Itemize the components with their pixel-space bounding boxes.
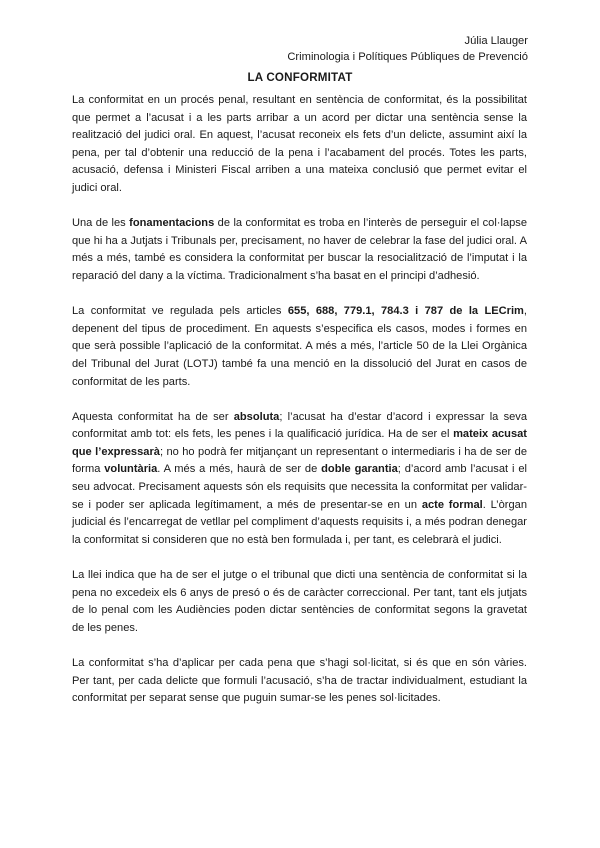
paragraph-jurisdiction <box>72 567 527 637</box>
paragraph-text: de la conformitat es troba en l’interès de perseguir el col·lapse que hi ha a Jutjats i Tribunals per, precisament, no haver de celebrar la fase del judici oral. A més a més, també es considera la conformitat per buscar la resocialització de l’imputat i la reparació del dany a la víctima. Tradicionalment s’ha basat en el principi d’adhesió. <box>72 217 527 282</box>
paragraph-text: ; no ho podrà fer mitjançant un representant o intermediaris i ha de ser de forma <box>72 445 527 476</box>
paragraph-application <box>72 655 527 708</box>
paragraph-definition <box>72 92 527 198</box>
bold-term: 655, 688, 779.1, 784.3 i 787 de la LECrim <box>287 305 524 318</box>
paragraph-foundations <box>72 215 527 285</box>
author-name: Júlia Llauger <box>464 35 528 47</box>
paragraph-text: La conformitat s’ha d’aplicar per cada pena que s’hagi sol·licitat, si és que en són vàries. Per tant, per cada delicte que formuli l’acusació, s’ha de tractar individualment, estudiant la conformitat per separat sense que puguin sumar-se les penes sol·licitades. <box>72 657 527 705</box>
paragraph-regulation <box>72 303 527 391</box>
paragraph-text: . L’òrgan judicial és l’encarregat de vetllar pel compliment d’aquests requisits i, a més podran denegar la conformitat si consideren que no està ben formulada i, per tant, es celebrarà el judici. <box>72 498 527 546</box>
document-title: LA CONFORMITAT <box>247 71 353 84</box>
paragraph-text: ; l’acusat ha d’estar d’acord i expressar la seva conformitat amb tot: els fets, les penes i la qualificació jurídica. Ha de ser el <box>72 410 527 441</box>
paragraph-text: ; d’acord amb l’acusat i el seu advocat. Precisament aquests són els requisits que necessita la conformitat per validar-se i poder ser aplicada legítimament, a més de presentar-se en un <box>72 463 527 511</box>
paragraph-text: , depenent del tipus de procediment. En aquests s’especifica els casos, modes i formes en que serà possible l’aplicació de la conformitat. A més a més, l’article 50 de la Llei Orgànica del Tribunal del Jurat (LOTJ) també fa una menció en la dissolució del Jurat en casos de conformitat de les parts. <box>72 305 527 388</box>
paragraph-text: La llei indica que ha de ser el jutge o el tribunal que dicti una sentència de conformitat si la pena no excedeix els 6 anys de presó o és de caràcter correccional. Per tant, tant els jutjats de lo penal com les Audiències poden dictar sentències de conformitat segons la gravetat de les penes. <box>72 569 527 634</box>
bold-term: doble garantia <box>321 463 398 476</box>
paragraph-text: Una de les <box>72 217 130 230</box>
bold-term: absoluta <box>233 410 280 423</box>
course-name: Criminologia i Polítiques Públiques de Prevenció <box>287 51 528 63</box>
document-header <box>287 33 528 65</box>
bold-term: voluntària <box>104 463 158 476</box>
paragraph-text: Aquesta conformitat ha de ser <box>72 410 234 423</box>
paragraph-text: La conformitat en un procés penal, resultant en sentència de conformitat, és la possibilitat que permet a l’acusat i a les parts arribar a un acord per dictar una sentència sense la realització del judici oral. En aquest, l’acusat reconeix els fets d’un delicte, assumint així la pena, per tal d’obtenir una reducció de la pena i l’acabament del procés. Totes les parts, acusació, defensa i Ministeri Fiscal arriben a una mateixa conclusió que permet evitar el judici oral. <box>72 94 527 194</box>
paragraph-requirements <box>72 409 527 550</box>
bold-term: fonamentacions <box>129 217 215 230</box>
paragraph-text: . A més a més, haurà de ser de <box>157 463 322 476</box>
document-body <box>72 92 527 725</box>
bold-term: mateix acusat que l’expressarà <box>72 428 527 458</box>
bold-term: acte formal <box>421 498 483 511</box>
paragraph-text: La conformitat ve regulada pels articles <box>72 305 288 318</box>
